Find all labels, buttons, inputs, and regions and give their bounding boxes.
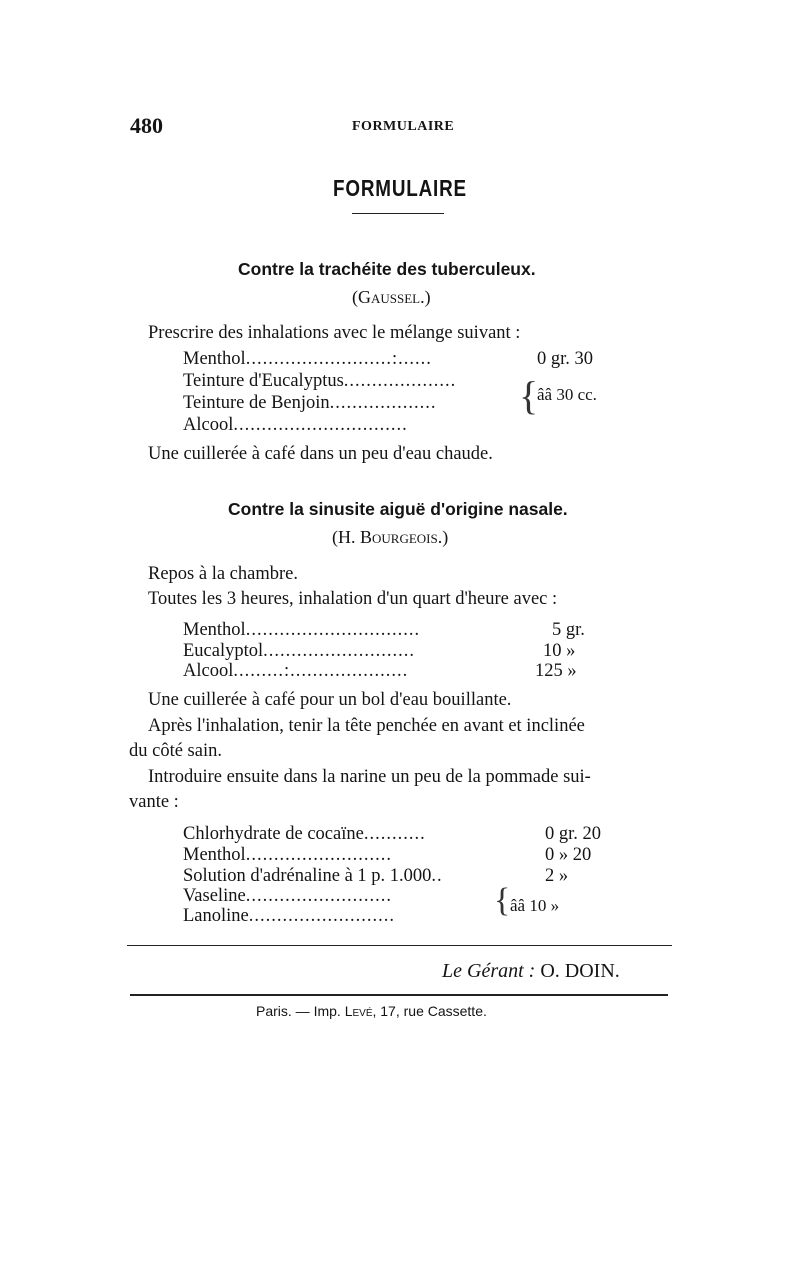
- leader-dots: ...................: [329, 393, 437, 413]
- leader-dots: ....................: [343, 371, 457, 391]
- grouping-brace: {: [494, 882, 511, 919]
- section-title-sinusite: Contre la sinusite aiguë d'origine nasale.: [228, 499, 568, 519]
- text-line: Après l'inhalation, tenir la tête penchée en avant et inclinée: [148, 716, 585, 736]
- text-line: Toutes les 3 heures, inhalation d'un quart d'heure avec :: [148, 589, 558, 609]
- page-number: 480: [130, 113, 163, 138]
- ointment-row: [183, 866, 443, 887]
- ingredient-row: [183, 620, 420, 641]
- ingredient-name: Vaseline: [183, 886, 246, 906]
- ingredient-name: Chlorhydrate de cocaïne: [183, 824, 364, 844]
- leader-dots: ..........................: [245, 845, 392, 865]
- ingredient-name: Teinture d'Eucalyptus: [183, 371, 344, 391]
- ingredient-name: Alcool: [183, 661, 234, 681]
- ingredient-name: Eucalyptol: [183, 641, 264, 661]
- grouped-dose: ââ 10 »: [510, 896, 560, 915]
- grouped-dose: ââ 30 cc.: [537, 385, 597, 404]
- ingredient-name: Teinture de Benjoin: [183, 393, 330, 413]
- ingredient-name: Menthol: [183, 845, 246, 865]
- text-line: Une cuillerée à café pour un bol d'eau bouillante.: [148, 690, 512, 710]
- footer-rule-top: [127, 945, 672, 946]
- section-author-bourgeois: (H. Bourgeois.): [332, 527, 449, 547]
- ointment-row: [183, 906, 395, 927]
- section-title-tracheite: Contre la trachéite des tuberculeux.: [238, 259, 536, 279]
- leader-dots: ..: [431, 866, 443, 886]
- text-line: Introduire ensuite dans la narine un peu de la pommade sui-: [148, 767, 591, 787]
- ingredient-row: [183, 641, 415, 662]
- text-line: vante :: [129, 792, 179, 812]
- ointment-row: [183, 824, 426, 845]
- ingredient-row: [183, 371, 456, 392]
- author-name: Gaussel: [358, 287, 421, 307]
- imprint-name: Levé: [344, 1003, 373, 1019]
- footer-rule-bottom: [130, 994, 668, 996]
- page-title: FORMULAIRE: [333, 175, 467, 201]
- ingredient-row: [183, 393, 437, 414]
- leader-dots: ...........................: [263, 641, 416, 661]
- ingredient-name: Lanoline: [183, 906, 249, 926]
- ingredient-name: Menthol: [183, 620, 246, 640]
- leader-dots: ...............................: [245, 620, 421, 640]
- ingredient-row: [183, 349, 432, 370]
- ingredient-dose: 125 »: [535, 661, 577, 681]
- ingredient-dose: 0 gr. 20: [545, 824, 602, 844]
- gerant-line: [442, 960, 620, 983]
- ingredient-dose: 2 »: [545, 866, 569, 886]
- imprint-suffix: , 17, rue Cassette.: [372, 1003, 487, 1019]
- ingredient-name: Menthol: [183, 349, 246, 369]
- leader-dots: ...............................: [233, 415, 408, 435]
- imprint-prefix: Paris. — Imp.: [256, 1003, 341, 1019]
- ingredient-dose: 5 gr.: [552, 620, 585, 640]
- leader-dots: ..........................: [248, 906, 396, 926]
- ingredient-dose: 10 »: [543, 641, 576, 661]
- text-line: du côté sain.: [129, 741, 222, 761]
- leader-dots: ..........................: [245, 886, 392, 906]
- imprint-line: [256, 1003, 487, 1019]
- ingredient-row: [183, 415, 408, 436]
- gerant-label: Le Gérant :: [442, 960, 536, 982]
- ingredient-row: [183, 661, 408, 682]
- ingredient-name: Solution d'adrénaline à 1 p. 1.000: [183, 866, 432, 886]
- ingredient-dose: 0 gr. 30: [537, 349, 594, 369]
- ointment-row: [183, 886, 392, 907]
- running-head: FORMULAIRE: [352, 119, 455, 134]
- leader-dots: ..........................:......: [245, 349, 432, 369]
- grouping-brace: {: [519, 373, 539, 418]
- section-author-gaussel: (Gaussel.): [352, 287, 431, 307]
- section-intro: Prescrire des inhalations avec le mélange suivant :: [148, 323, 521, 343]
- section-instruction: Une cuillerée à café dans un peu d'eau chaude.: [148, 444, 493, 464]
- ingredient-name: Alcool: [183, 415, 234, 435]
- author-name: H. Bourgeois: [338, 527, 438, 547]
- leader-dots: .........:.....................: [233, 661, 409, 681]
- text-line: Repos à la chambre.: [148, 564, 298, 584]
- gerant-name: O. DOIN.: [540, 960, 620, 982]
- ointment-row: [183, 845, 392, 866]
- ingredient-dose: 0 » 20: [545, 845, 592, 865]
- leader-dots: ...........: [363, 824, 426, 844]
- title-rule: [352, 213, 444, 214]
